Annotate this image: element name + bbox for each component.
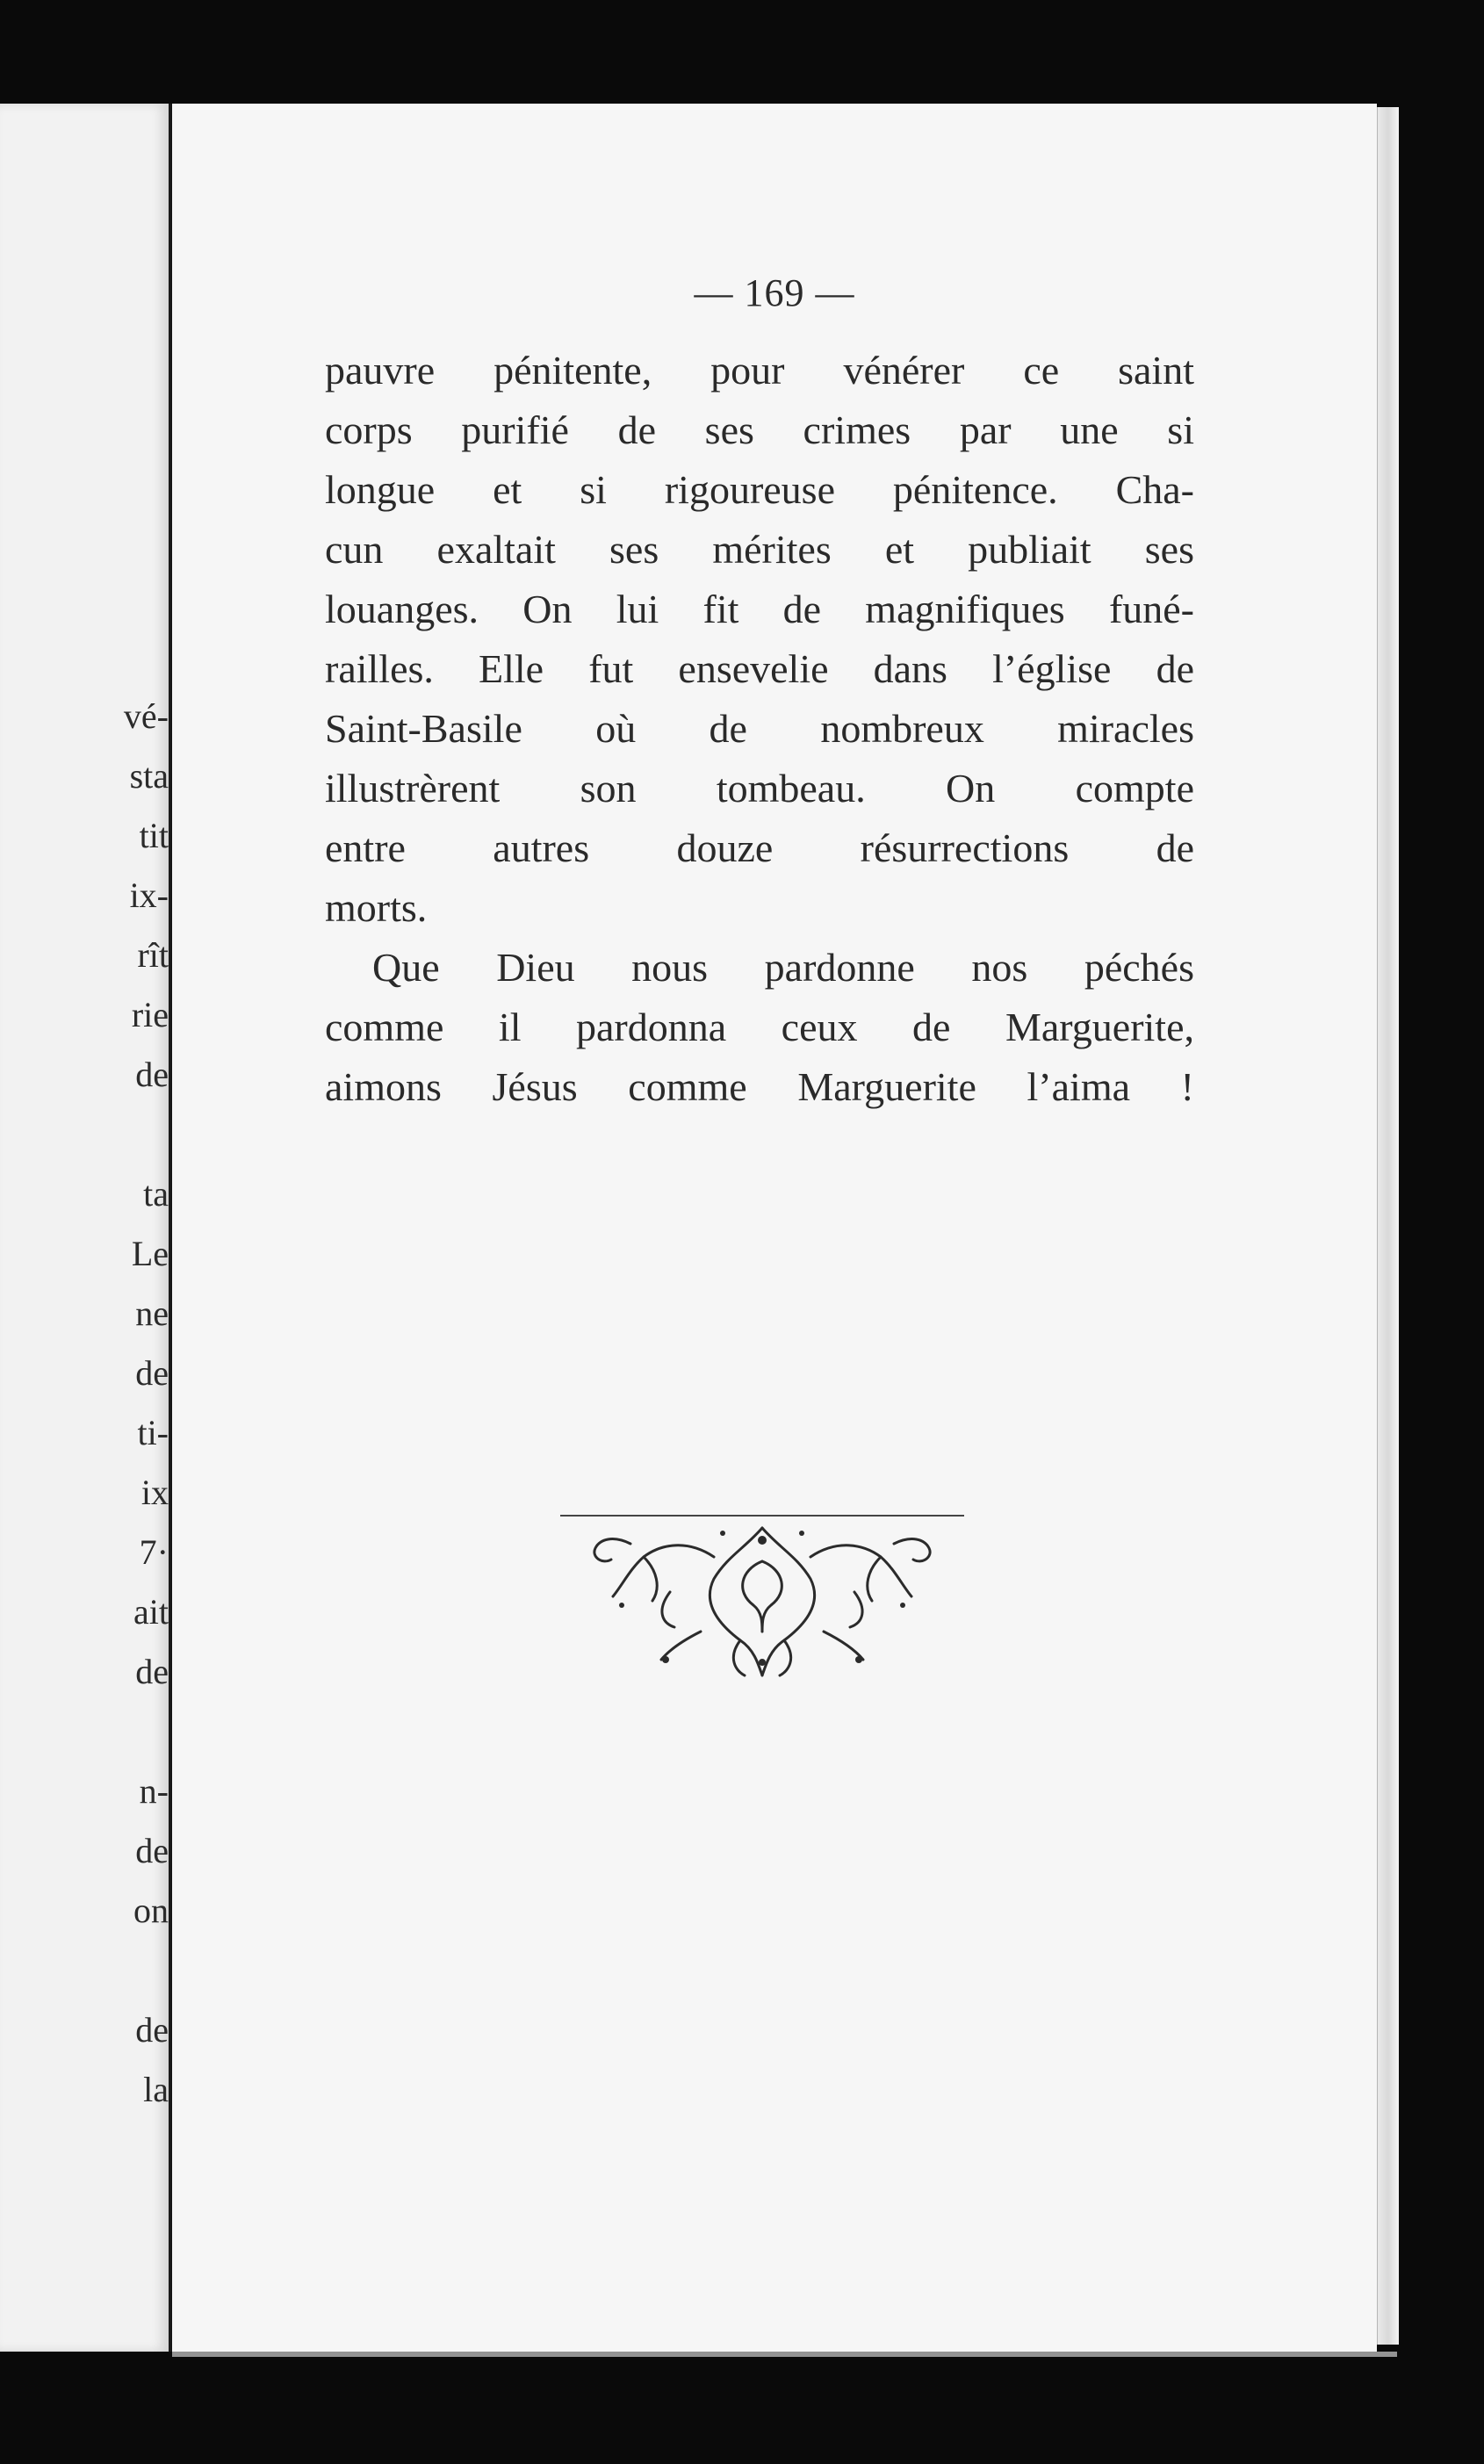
decorative-ornament-icon: [560, 1509, 964, 1684]
left-fragment: de: [135, 1057, 169, 1092]
text-line: illustrèrent son tombeau. On compte: [325, 766, 1194, 811]
left-fragment: ait: [133, 1595, 169, 1630]
text-line: longue et si rigoureuse pénitence. Cha-: [325, 467, 1194, 512]
left-fragment: rie: [131, 998, 169, 1033]
left-fragment: tit: [139, 818, 169, 854]
left-fragment: Le: [131, 1236, 169, 1272]
left-fragment: 7·: [139, 1535, 169, 1570]
left-fragment: n-: [139, 1774, 169, 1809]
left-fragment: rît: [137, 938, 169, 973]
text-line: railles. Elle fut ensevelie dans l’église de: [325, 646, 1194, 691]
left-fragment: de: [135, 1834, 169, 1869]
left-fragment: on: [133, 1893, 169, 1928]
left-fragment: ix: [140, 1475, 169, 1510]
left-fragment: vé-: [123, 699, 169, 734]
left-fragment: ix-: [129, 878, 169, 913]
page-number: — 169 —: [694, 271, 855, 314]
text-line: aimons Jésus comme Marguerite l’aima !: [325, 1064, 1194, 1109]
text-line: Que Dieu nous pardonne nos péchés: [372, 945, 1194, 990]
left-fragment: sta: [129, 759, 169, 794]
left-fragment: ti-: [137, 1416, 169, 1451]
text-line: pauvre pénitente, pour vénérer ce saint: [325, 348, 1194, 393]
book-page: [172, 104, 1377, 2352]
left-fragment: de: [135, 1654, 169, 1689]
page-stack-edge: [1377, 107, 1399, 2345]
text-line: cun exaltait ses mérites et publiait ses: [325, 527, 1194, 572]
text-line: Saint-Basile où de nombreux miracles: [325, 706, 1194, 751]
page-bottom-edge: [172, 2352, 1397, 2357]
left-fragment: de: [135, 1356, 169, 1391]
text-line: morts.: [325, 885, 428, 930]
text-line: entre autres douze résurrections de: [325, 825, 1194, 870]
left-fragment: ne: [135, 1296, 169, 1331]
left-fragment: de: [135, 2013, 169, 2048]
left-fragment: ta: [143, 1177, 169, 1212]
left-fragment: la: [143, 2072, 169, 2107]
text-line: comme il pardonna ceux de Marguerite,: [325, 1005, 1194, 1049]
text-line: corps purifié de ses crimes par une si: [325, 407, 1194, 452]
text-line: louanges. On lui fit de magnifiques funé-: [325, 587, 1194, 631]
previous-page-edge: [0, 104, 172, 2352]
page-body-text: [325, 341, 1194, 1117]
